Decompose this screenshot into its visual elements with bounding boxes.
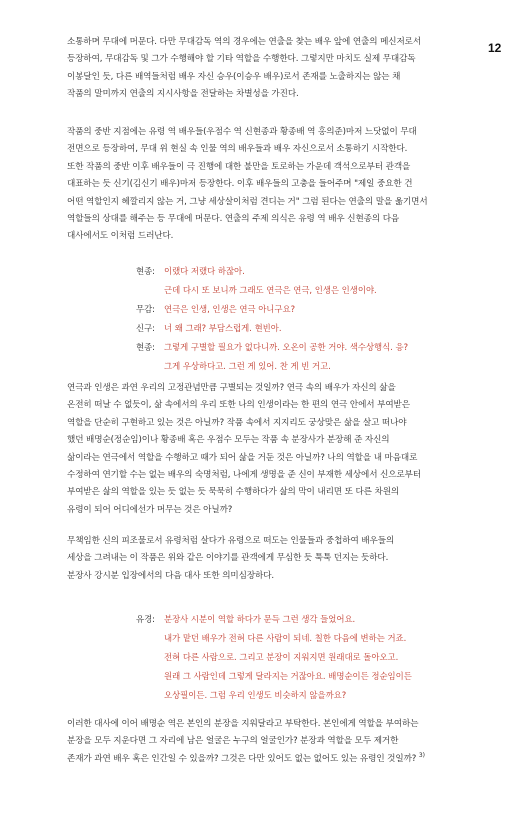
dialogue-row — [0, 357, 524, 375]
dialogue-row — [0, 648, 524, 666]
paragraph — [67, 124, 467, 246]
text-line: 역할들의 상대를 해주는 등 무대에 머문다. 연출의 주제 의식은 유령 역 배우 신현종의 다음 — [67, 214, 400, 225]
text-line: 작품의 중반 지점에는 유령 역 배우들(우점수 역 신현종과 황종배 역 홍의준)마저 느닷없이 무대 — [67, 127, 417, 137]
dialogue-row — [0, 262, 524, 280]
dialogue-line: 근데 다시 또 보니까 그래도 연극은 연극, 인생은 인생이야. — [164, 285, 377, 295]
dialogue-row — [0, 610, 524, 628]
dialogue-line: 전혀 다른 사람으로. 그리고 분장이 지워지면 원래대로 돌아오고. — [164, 652, 399, 662]
text-line: 이봉달인 듯, 다른 배역들처럼 배우 자신 승우(이승우 배우)로서 존재를 노출하지는 않는 채 — [67, 71, 401, 82]
text-line: 부여받은 삶의 역할을 있는 듯 없는 듯 묵묵히 수행하다가 삶의 막이 내리면 또 다른 차원의 — [67, 487, 400, 498]
text-line: 존재가 과연 배우 혹은 인간일 수 있을까? 그것은 다만 있어도 없는 없어도 있는 유령인 것일까? — [67, 753, 417, 764]
dialogue-line: 너 왜 그래? 부담스럽게. 현빈아. — [164, 323, 282, 333]
dialogue-row — [0, 667, 524, 685]
text-line: 어떤 역할인지 헤깔리지 않는 거, 그냥 세상살이처럼 견디는 거" 그럼 된다는 연출의 말을 옮기면서 — [67, 196, 428, 207]
dialogue-line: 내가 맡던 배우가 전혀 다른 사람이 되네. 칠한 다음에 변하는 거죠. — [164, 633, 407, 643]
speaker-label: 신구: — [136, 323, 156, 333]
speaker-label: 현종: — [136, 266, 156, 276]
text-line: 분장을 모두 지운다면 그 자리에 남은 얼굴은 누구의 얼굴인가? 분장과 역할을 모두 제거한 — [67, 736, 399, 747]
paragraph — [67, 716, 467, 768]
text-line: 대표하는 듯 신기(김신기 배우)마저 등장한다. 이후 배우들의 고충을 들어주며 "제일 중요한 건 — [67, 179, 413, 190]
dialogue-line: 이랬다 저랬다 하잖아. — [164, 266, 245, 276]
speaker-label: 유경: — [136, 614, 156, 624]
text-line: 했던 배명순(정순임)이나 황종배 혹은 우점수 모두는 작품 속 분장사가 분장해 준 자신의 — [67, 435, 390, 446]
text-line: 삶이라는 연극에서 역할을 수행하고 때가 되어 삶을 거둔 것은 아닐까? 나의 역할을 내 마음대로 — [67, 452, 418, 463]
text-line: 이러한 대사에 이어 배명순 역은 본인의 분장을 지워달라고 부탁한다. 본인에게 역할을 부여하는 — [67, 719, 419, 729]
text-line: 또한 작품의 중반 이후 배우들이 극 진행에 대한 불만을 토로하는 가운데 객석으로부터 관객을 — [67, 161, 411, 172]
dialogue-line: 그렇게 구별할 필요가 없다니까. 오온이 공한 거야. 색수상행식. 응? — [164, 342, 409, 352]
text-line: 역할을 단순히 구현하고 있는 것은 아닐까? 작품 속에서 지지리도 궁상맞은 삶을 살고 떠나야 — [67, 417, 407, 428]
dialogue-row — [0, 319, 524, 337]
text-line: 연극과 인생은 과연 우리의 고정관념만큼 구별되는 것일까? 연극 속의 배우가 자신의 삶을 — [67, 383, 396, 393]
paragraph — [67, 34, 467, 104]
speaker-label: 무감: — [136, 304, 156, 314]
dialogue-line: 그게 우상하다고. 그런 게 있어. 찬 게 빈 거고. — [164, 361, 331, 371]
text-line-with-footnote — [67, 751, 467, 768]
dialogue-row — [0, 629, 524, 647]
dialogue-row — [0, 686, 524, 704]
text-line: 무책임한 신의 피조물로서 유령처럼 살다가 유령으로 떠도는 인물들과 중첩하여 배우들의 — [67, 536, 395, 546]
dialogue-row — [0, 300, 524, 318]
dialogue-line: 오상필이든. 그럼 우리 인생도 비슷하지 않을까요? — [164, 690, 347, 700]
text-line: 전면으로 등장하여, 무대 위 현실 속 인물 역의 배우들과 배우 자신으로서 소통하기 시작한다. — [67, 144, 408, 155]
dialogue-row — [0, 338, 524, 356]
dialogue-line: 원래 그 사람인데 그렇게 달라지는 거잖아요. 배명순이든 정순임이든 — [164, 671, 412, 681]
text-line: 대사에서도 이처럼 드러난다. — [67, 231, 174, 242]
dialogue-line: 분장사 시분이 역할 하다가 문득 그런 생각 들었어요. — [164, 614, 356, 624]
speaker-label: 현종: — [136, 342, 156, 352]
footnote-reference[interactable]: 3) — [418, 751, 425, 759]
text-line: 세상을 그려내는 이 작품은 위와 같은 이야기를 관객에게 무심한 듯 툭툭 던지는 듯하다. — [67, 553, 389, 564]
text-line: 온전히 떠날 수 없듯이, 삶 속에서의 우리 또한 나의 인생이라는 한 편의 연극 안에서 부여받은 — [67, 400, 410, 411]
page-number: 12 — [488, 41, 502, 55]
dialogue-line: 연극은 인생, 인생은 연극 아니구요? — [164, 304, 296, 314]
text-line: 소통하며 무대에 머문다. 다만 무대감독 역의 경우에는 연출을 찾는 배우 앞에 연출의 메신저로서 — [67, 37, 422, 47]
text-line: 유령이 되어 어디에선가 머무는 것은 아닐까? — [67, 504, 233, 515]
dialogue-row — [0, 281, 524, 299]
paragraph — [67, 380, 467, 519]
paragraph — [67, 533, 467, 585]
text-line: 수정하여 연기할 수는 없는 배우의 숙명처럼, 나에게 생명을 준 신이 부재한 세상에서 신으로부터 — [67, 470, 422, 481]
text-line: 분장사 강시분 입장에서의 다음 대사 또한 의미심장하다. — [67, 570, 275, 581]
text-line: 작품의 말미까지 연출의 지시사항을 전달하는 차별성을 가진다. — [67, 89, 299, 100]
text-line: 등장하여, 무대감독 및 그가 수행해야 할 기타 역할을 수행한다. 그렇지만 마치도 실제 무대감독 — [67, 54, 416, 65]
